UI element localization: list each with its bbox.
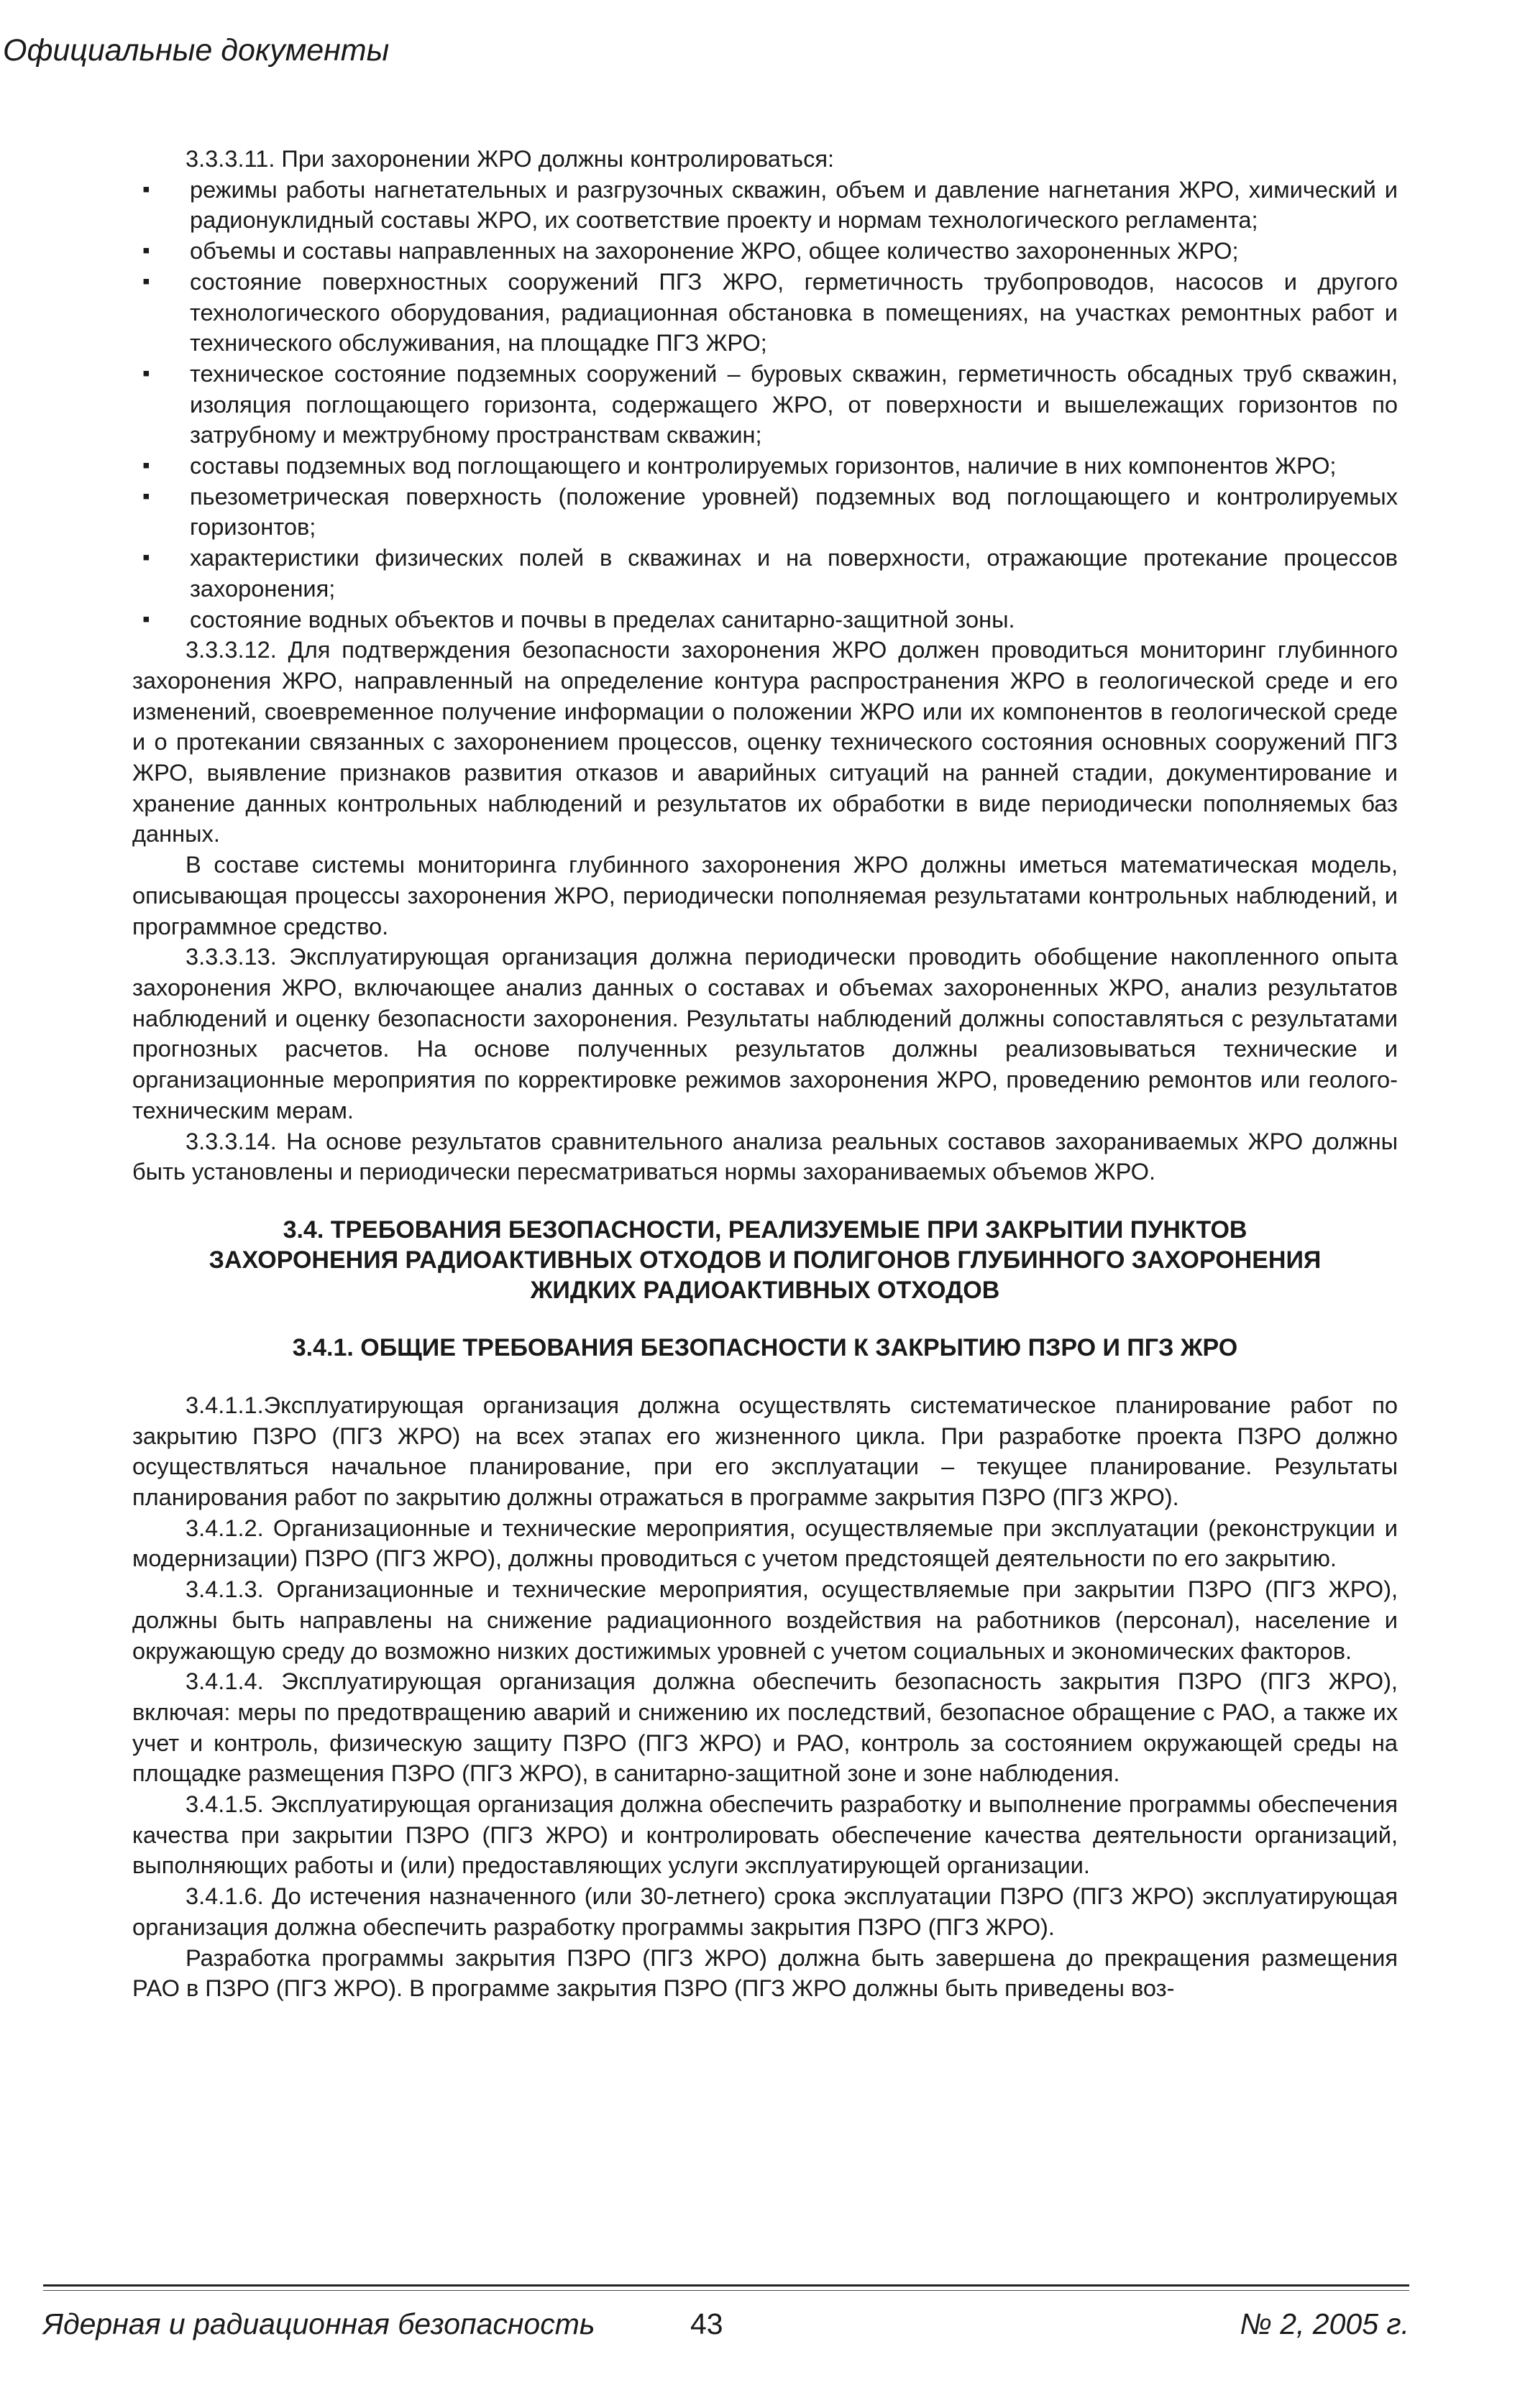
list-item: ▪ состояние поверхностных сооружений ПГЗ ЖРО, герметичность трубопроводов, насосов и другого технологического оборудования, радиационная обстановка в помещениях, на участках ремонтных работ и технического обслуживания, на площадке ПГЗ ЖРО; <box>142 267 1398 357</box>
page-footer <box>43 2307 1409 2350</box>
running-header: Официальные документы <box>3 33 390 68</box>
bullet-icon: ▪ <box>142 177 150 201</box>
section-title-line: ЗАХОРОНЕНИЯ РАДИОАКТИВНЫХ ОТХОДОВ И ПОЛИГОНОВ ГЛУБИННОГО ЗАХОРОНЕНИЯ <box>209 1246 1322 1274</box>
clause-3-4-1-6: 3.4.1.6. До истечения назначенного (или 30-летнего) срока эксплуатации ПЗРО (ПГЗ ЖРО) эксплуатирующая организация должна обеспечить разработку программы закрытия ПЗРО (ПГЗ ЖРО). <box>132 1883 1398 1940</box>
list-item: ▪ состояние водных объектов и почвы в пределах санитарно-защитной зоны. <box>132 605 1398 635</box>
journal-title: Ядерная и радиационная безопасность <box>43 2307 595 2340</box>
clause-3-4-1-5: 3.4.1.5. Эксплуатирующая организация должна обеспечить разработку и выполнение программы обеспечения качества при закрытии ПЗРО (ПГЗ ЖРО) и контролировать обеспечение качества деятельности организаций, выполняющих работы и (или) предоставляющих услуги эксплуатирующей организации. <box>132 1791 1398 1879</box>
bullet-icon: ▪ <box>142 454 150 478</box>
bullet-icon: ▪ <box>142 546 150 570</box>
bullet-icon: ▪ <box>142 239 150 263</box>
list-item: ▪ характеристики физических полей в скважинах и на поверхности, отражающие протекание процессов захоронения; <box>142 544 1398 602</box>
bullet-icon: ▪ <box>142 484 150 508</box>
clause-3-3-3-14: 3.3.3.14. На основе результатов сравнительного анализа реальных составов захораниваемых ЖРО должны быть установлены и периодически пересматриваться нормы захораниваемых объемов ЖРО. <box>132 1127 1398 1185</box>
clause-3-4-1-2: 3.4.1.2. Организационные и технические мероприятия, осуществляемые при эксплуатации (реконструкции и модернизации) ПЗРО (ПГЗ ЖРО), должны проводиться с учетом предстоящей деятельности по его закрытию. <box>132 1514 1398 1572</box>
list-item: ▪ объемы и составы направленных на захоронение ЖРО, общее количество захороненных ЖРО; <box>132 236 1398 267</box>
list-item: ▪ пьезометрическая поверхность (положение уровней) подземных вод поглощающего и контролируемых горизонтов; <box>142 482 1398 541</box>
footer-rule-thin <box>43 2290 1409 2291</box>
subsection-3-4-1-title: 3.4.1. ОБЩИЕ ТРЕБОВАНИЯ БЕЗОПАСНОСТИ К ЗАКРЫТИЮ ПЗРО И ПГЗ ЖРО <box>292 1333 1238 1361</box>
clause-3-4-1-1: 3.4.1.1.Эксплуатирующая организация должна осуществлять систематическое планирование работ по закрытию ПЗРО (ПГЗ ЖРО) на всех этапах его жизненного цикла. При разработке проекта ПЗРО должно осуществляться начальное планирование, при его эксплуатации – текущее планирование. Результаты планирования работ по закрытию должны отражаться в программе закрытия ПЗРО (ПГЗ ЖРО). <box>132 1391 1398 1511</box>
bullet-icon: ▪ <box>142 269 150 293</box>
bullet-icon: ▪ <box>142 607 150 631</box>
monitoring-system-paragraph: В составе системы мониторинга глубинного захоронения ЖРО должны иметься математическая модель, описывающая процессы захоронения ЖРО, периодически пополняемая результатами контрольных наблюдений, и программное средство. <box>132 851 1398 939</box>
list-item: ▪ режимы работы нагнетательных и разгрузочных скважин, объем и давление нагнетания ЖРО, химический и радионуклидный составы ЖРО, их соответствие проекту и нормам технологического регламента; <box>142 175 1398 234</box>
list-item: ▪ техническое состояние подземных сооружений – буровых скважин, герметичность обсадных труб скважин, изоляция поглощающего горизонта, содержащего ЖРО, от поверхности и вышележащих горизонтов по затрубному и межтрубному пространствам скважин; <box>142 359 1398 449</box>
clause-3-4-1-4: 3.4.1.4. Эксплуатирующая организация должна обеспечить безопасность закрытия ПЗРО (ПГЗ ЖРО), включая: меры по предотвращению аварий и снижению их последствий, безопасное обращение с РАО, а также их учет и контроль, физическую защиту ПЗРО (ПГЗ ЖРО) и РАО, контроль за состоянием окружающей среды на площадке размещения ПЗРО (ПГЗ ЖРО), в санитарно-защитной зоне и зоне наблюдения. <box>132 1668 1398 1787</box>
control-items-list <box>132 175 1398 635</box>
list-item: ▪ составы подземных вод поглощающего и контролируемых горизонтов, наличие в них компонентов ЖРО; <box>132 451 1398 482</box>
clause-3-4-1-3: 3.4.1.3. Организационные и технические мероприятия, осуществляемые при закрытии ПЗРО (ПГЗ ЖРО), должны быть направлены на снижение радиационного воздействия на работников (персонал), население и окружающую среду до возможно низких достижимых уровней с учетом социальных и экономических факторов. <box>132 1576 1398 1664</box>
section-title-line: 3.4. ТРЕБОВАНИЯ БЕЗОПАСНОСТИ, РЕАЛИЗУЕМЫЕ ПРИ ЗАКРЫТИИ ПУНКТОВ <box>283 1216 1247 1244</box>
page-number: 43 <box>690 2307 723 2340</box>
footer-rule <box>43 2284 1409 2287</box>
bullet-icon: ▪ <box>142 361 150 385</box>
section-3-4-title <box>132 1215 1398 1305</box>
clause-3-3-3-12: 3.3.3.12. Для подтверждения безопасности захоронения ЖРО должен проводиться мониторинг глубинного захоронения ЖРО, направленный на определение контура распространения ЖРО в геологической среде и его изменений, своевременное получение информации о положении ЖРО или их компонентов в геологической среде и о протекании связанных с захоронением процессов, оценку технического состояния основных сооружений ПГЗ ЖРО, выявление признаков развития отказов и аварийных ситуаций на ранней стадии, документирование и хранение данных контрольных наблюдений и результатов их обработки в виде периодически пополняемых баз данных. <box>132 636 1398 847</box>
closure-program-paragraph: Разработка программы закрытия ПЗРО (ПГЗ ЖРО) должна быть завершена до прекращения размещения РАО в ПЗРО (ПГЗ ЖРО). В программе закрытия ПЗРО (ПГЗ ЖРО должны быть приведены воз- <box>132 1944 1398 2002</box>
document-body <box>132 144 1398 2004</box>
section-title-line: ЖИДКИХ РАДИОАКТИВНЫХ ОТХОДОВ <box>530 1276 1000 1304</box>
clause-3-3-3-13: 3.3.3.13. Эксплуатирующая организация должна периодически проводить обобщение накопленного опыта захоронения ЖРО, включающее анализ данных о составах и объемах захороненных ЖРО, анализ результатов наблюдений и оценку безопасности захоронения. Результаты наблюдений должны сопоставляться с результатами прогнозных расчетов. На основе полученных результатов должны реализовываться технические и организационные мероприятия по корректировке режимов захоронения ЖРО, проведению ремонтов или геолого-техническим мерам. <box>132 943 1398 1123</box>
clause-3-3-3-11-intro: 3.3.3.11. При захоронении ЖРО должны контролироваться: <box>186 145 835 172</box>
issue-number: № 2, 2005 г. <box>1240 2307 1409 2340</box>
